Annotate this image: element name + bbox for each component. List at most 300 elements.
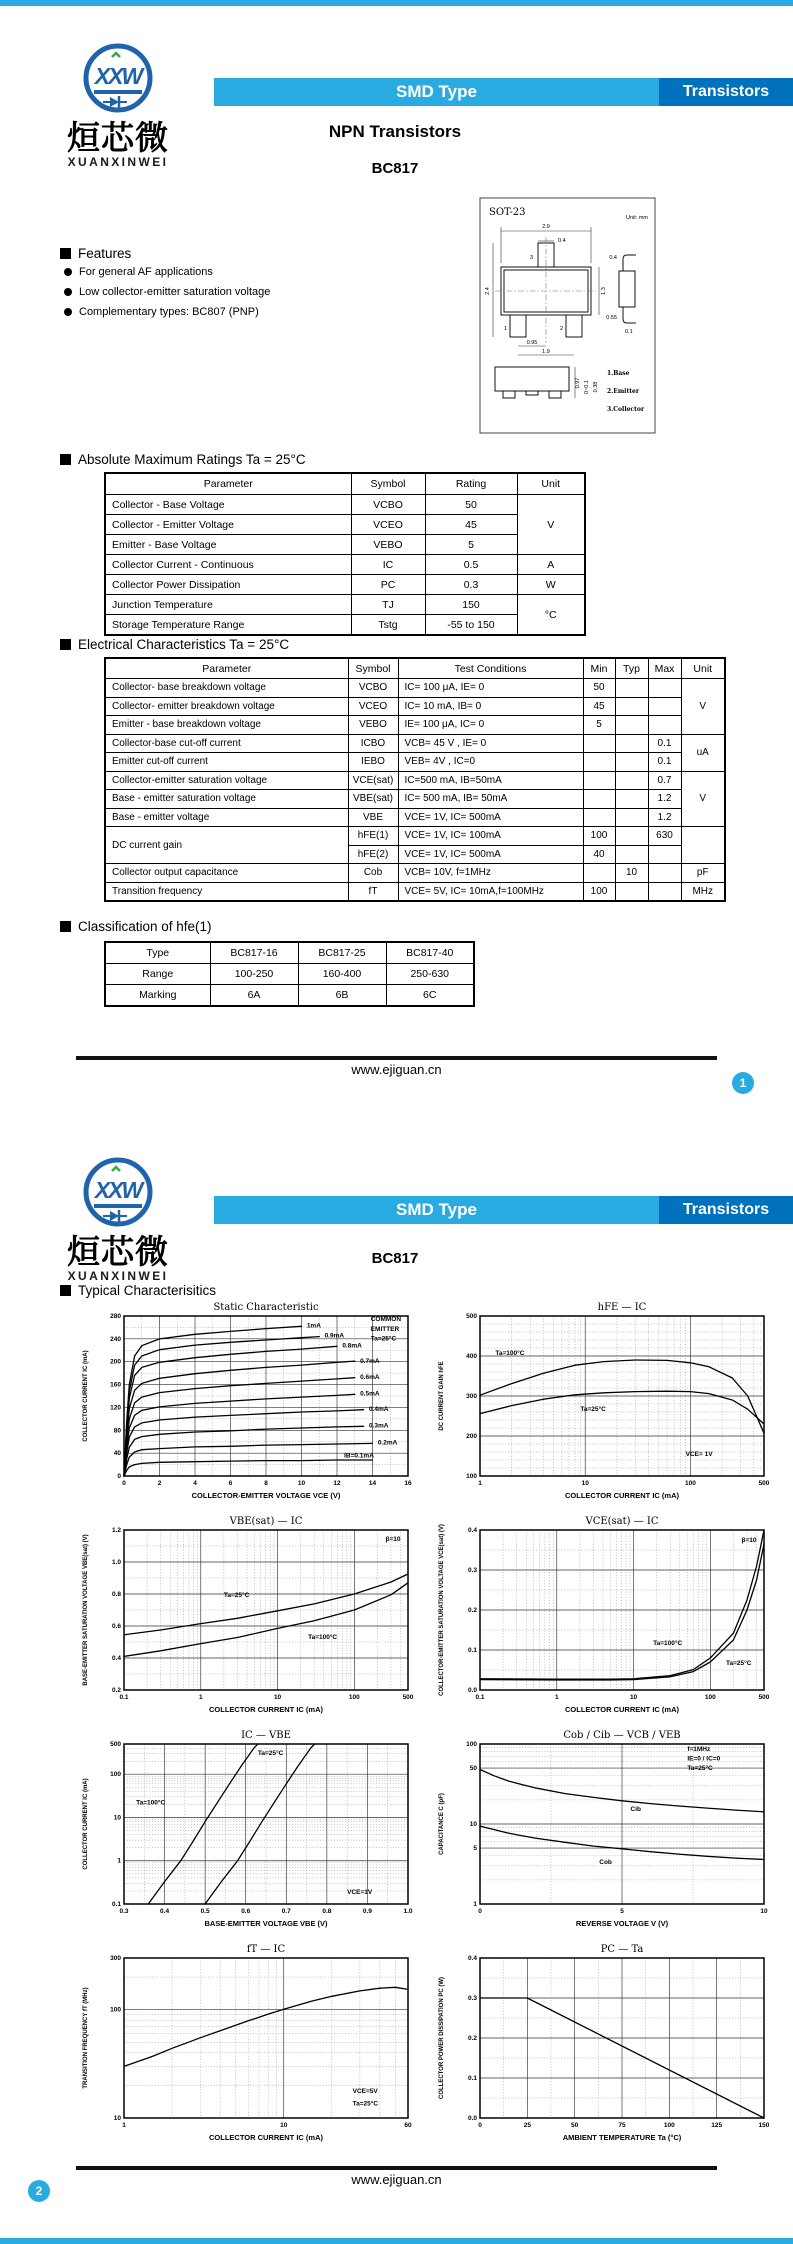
cell (615, 827, 648, 846)
chart-pc-vs-ta (434, 1942, 778, 2148)
cell: Range (105, 964, 210, 985)
svg-text:EMITTER: EMITTER (370, 1325, 400, 1333)
column-header: Max (648, 658, 681, 679)
svg-text:VCE=5V: VCE=5V (352, 2088, 378, 2096)
cell (648, 697, 681, 716)
band-smd-type: SMD Type (214, 78, 659, 106)
cell: 45 (425, 515, 517, 535)
cell (615, 716, 648, 735)
svg-text:500: 500 (758, 1694, 770, 1701)
header-band (214, 1196, 793, 1224)
svg-text:1: 1 (478, 1480, 482, 1487)
svg-text:0: 0 (122, 1480, 126, 1487)
cell (615, 679, 648, 698)
cell: VCBO (348, 679, 398, 698)
svg-text:0.4: 0.4 (467, 1527, 477, 1534)
cell: 0.7 (648, 771, 681, 790)
svg-text:0.5: 0.5 (200, 1908, 210, 1915)
svg-text:0.8mA: 0.8mA (342, 1342, 362, 1350)
band-smd-type: SMD Type (214, 1196, 659, 1224)
svg-text:Cib: Cib (630, 1806, 642, 1814)
dim-label: 0.97 (575, 377, 581, 389)
cell: Collector - Emitter Voltage (105, 515, 351, 535)
svg-text:100: 100 (663, 2122, 675, 2129)
cell: Collector- emitter breakdown voltage (105, 697, 348, 716)
svg-text:Ta=100°C: Ta=100°C (308, 1633, 338, 1641)
site-url: www.ejiguan.cn (351, 1062, 442, 1077)
svg-text:1: 1 (122, 2122, 126, 2129)
chart-vcesat-vs-ic (434, 1514, 778, 1720)
table-row (105, 615, 585, 636)
cell: VCE= 1V, IC= 500mA (398, 808, 583, 827)
svg-text:0.8: 0.8 (111, 1591, 121, 1598)
table-row (105, 827, 725, 846)
typical-characteristics-heading (60, 1283, 216, 1298)
table-row (105, 734, 725, 753)
cell (648, 882, 681, 901)
abs-ratings-heading-label: Absolute Maximum Ratings Ta = 25°C (78, 452, 306, 467)
svg-text:8: 8 (264, 1480, 268, 1487)
part-number: BC817 (371, 1250, 419, 1267)
cell (583, 864, 615, 883)
svg-text:60: 60 (404, 2122, 412, 2129)
svg-text:200: 200 (466, 1433, 477, 1440)
column-header: Min (583, 658, 615, 679)
cell: 0.5 (425, 555, 517, 575)
svg-text:10: 10 (113, 1814, 121, 1822)
svg-text:6: 6 (228, 1480, 233, 1487)
svg-text:0.7mA: 0.7mA (360, 1357, 380, 1365)
logo-monogram: XXW (94, 63, 142, 89)
table-row (105, 753, 725, 772)
page-border-bottom (0, 2238, 793, 2244)
svg-text:25: 25 (523, 2122, 531, 2129)
cell: 5 (583, 716, 615, 735)
cell: 6C (386, 985, 474, 1007)
svg-text:COLLECTOR CURRENT IC (mA): COLLECTOR CURRENT IC (mA) (83, 1350, 89, 1442)
package-unit: Unit: mm (626, 215, 648, 221)
chart-canvas (78, 1300, 422, 1506)
chart-canvas (434, 1728, 778, 1934)
cell (615, 882, 648, 901)
cell: W (517, 575, 585, 595)
svg-text:280: 280 (110, 1313, 121, 1320)
svg-text:1: 1 (554, 1694, 559, 1701)
cell: Base - emitter voltage (105, 808, 348, 827)
svg-text:hFE — IC: hFE — IC (597, 1302, 647, 1313)
cell (648, 864, 681, 883)
column-header: Rating (425, 473, 517, 495)
cell (615, 753, 648, 772)
cell: Storage Temperature Range (105, 615, 351, 636)
cell: 0.3 (425, 575, 517, 595)
cell: uA (681, 734, 725, 771)
classification-heading (60, 919, 212, 934)
cell: 1.2 (648, 790, 681, 809)
cell: VCEO (348, 697, 398, 716)
cell: 100 (583, 827, 615, 846)
svg-text:REVERSE VOLTAGE V (V): REVERSE VOLTAGE V (V) (575, 1919, 669, 1928)
pin-number: 1 (503, 326, 507, 332)
bullet-icon (64, 268, 72, 276)
company-logo (54, 42, 182, 169)
svg-text:1: 1 (198, 1694, 203, 1701)
dim-label: 0.38 (593, 381, 599, 393)
svg-text:IB=0.1mA: IB=0.1mA (344, 1452, 374, 1460)
svg-text:4: 4 (193, 1480, 197, 1487)
svg-text:0.0: 0.0 (467, 2115, 477, 2122)
chart-capacitance-vs-voltage (434, 1728, 778, 1934)
svg-text:10: 10 (760, 1908, 768, 1915)
company-name-en: XUANXINWEI (67, 1269, 169, 1284)
company-name-cn: 烜芯微 (67, 1232, 169, 1271)
band-transistors: Transistors (659, 78, 793, 106)
cell (615, 771, 648, 790)
svg-text:80: 80 (113, 1427, 121, 1435)
table-row (105, 942, 474, 964)
svg-text:COLLECTOR CURRENT IC (mA): COLLECTOR CURRENT IC (mA) (83, 1778, 89, 1870)
chart-canvas (78, 1728, 422, 1934)
svg-text:120: 120 (110, 1404, 121, 1412)
dim-label: 1.9 (542, 349, 550, 355)
cell: hFE(1) (348, 827, 398, 846)
svg-text:100: 100 (466, 1741, 477, 1748)
cell: -55 to 150 (425, 615, 517, 636)
cell: Collector- base breakdown voltage (105, 679, 348, 698)
svg-text:Cob: Cob (599, 1859, 612, 1867)
svg-text:Ta=25°C: Ta=25°C (352, 2100, 379, 2108)
svg-text:10: 10 (469, 1821, 477, 1828)
svg-text:10: 10 (297, 1480, 306, 1487)
svg-text:BASE-EMITTER SATURATION VOLTAG: BASE-EMITTER SATURATION VOLTAGE VBE(sat) (V) (83, 1534, 89, 1686)
pin-number: 2 (559, 326, 563, 332)
svg-text:1.2: 1.2 (111, 1527, 121, 1534)
svg-text:160: 160 (110, 1381, 121, 1389)
features-heading (60, 246, 131, 261)
svg-text:COLLECTOR POWER DISSIPATION P: COLLECTOR POWER DISSIPATION PC (W) (439, 1977, 445, 2099)
feature-text: Low collector-emitter saturation voltage (79, 286, 271, 298)
cell (615, 734, 648, 753)
page-border-top (0, 0, 793, 6)
abs-ratings-heading (60, 452, 306, 467)
svg-text:0.6mA: 0.6mA (360, 1373, 380, 1381)
table-row (105, 864, 725, 883)
cell: VCB= 10V, f=1MHz (398, 864, 583, 883)
pin-number: 3 (529, 255, 533, 261)
table-row (105, 771, 725, 790)
section-marker-icon (60, 921, 71, 932)
chart-canvas (434, 1300, 778, 1506)
column-header: Parameter (105, 473, 351, 495)
cell: Marking (105, 985, 210, 1007)
cell: VCB= 45 V , IE= 0 (398, 734, 583, 753)
table-row (105, 964, 474, 985)
cell: 0.1 (648, 753, 681, 772)
cell (648, 845, 681, 864)
svg-text:0.1: 0.1 (467, 2075, 477, 2082)
svg-text:Cob / Cib — VCB / VEB: Cob / Cib — VCB / VEB (563, 1730, 681, 1741)
svg-text:50: 50 (571, 2122, 579, 2129)
abs-ratings-table-host (104, 472, 586, 636)
svg-text:COMMON: COMMON (370, 1316, 402, 1324)
cell: 50 (583, 679, 615, 698)
cell: Emitter cut-off current (105, 753, 348, 772)
cell (583, 753, 615, 772)
svg-text:β=10: β=10 (741, 1537, 757, 1544)
bullet-icon (64, 288, 72, 296)
svg-text:300: 300 (110, 1955, 121, 1962)
elec-characteristics-heading-label: Electrical Characteristics Ta = 25°C (78, 637, 290, 652)
table-row (105, 495, 585, 515)
cell: 50 (425, 495, 517, 515)
section-marker-icon (60, 1285, 71, 1296)
cell: VEB= 4V , IC=0 (398, 753, 583, 772)
pin-legend: 2.Emitter (607, 388, 639, 395)
cell: V (517, 495, 585, 555)
feature-item (64, 306, 259, 318)
svg-text:Ta=25°C: Ta=25°C (257, 1749, 284, 1757)
features-heading-label: Features (78, 246, 132, 261)
svg-text:0.9mA: 0.9mA (324, 1332, 345, 1340)
classification-heading-label: Classification of hfe(1) (78, 919, 212, 934)
cell: V (681, 679, 725, 735)
pin-legend: 3.Collector (607, 406, 645, 413)
table-row (105, 595, 585, 615)
cell: fT (348, 882, 398, 901)
cell: °C (517, 595, 585, 636)
dim-label: 1.3 (601, 287, 607, 295)
svg-text:VBE(sat) — IC: VBE(sat) — IC (229, 1516, 303, 1527)
cell: V (681, 771, 725, 827)
charts-grid (78, 1300, 786, 2148)
doc-subtitle: NPN Transistors (328, 122, 462, 141)
chart-ic-vs-vbe (78, 1728, 422, 1934)
svg-text:300: 300 (466, 1393, 477, 1400)
svg-text:COLLECTOR CURRENT IC (mA): COLLECTOR CURRENT IC (mA) (208, 2133, 324, 2142)
cell: 0.1 (648, 734, 681, 753)
abs-ratings-table (104, 472, 586, 636)
svg-text:0.4: 0.4 (111, 1655, 121, 1662)
chart-static-characteristic (78, 1300, 422, 1506)
elec-characteristics-table-host (104, 657, 726, 902)
svg-text:1.0: 1.0 (111, 1559, 121, 1566)
cell: VCE(sat) (348, 771, 398, 790)
cell: VCBO (351, 495, 425, 515)
feature-text: For general AF applications (79, 266, 213, 278)
cell: IEBO (348, 753, 398, 772)
dim-label: 0.55 (606, 315, 617, 321)
cell: Collector-base cut-off current (105, 734, 348, 753)
cell: TJ (351, 595, 425, 615)
dim-label: 0.95 (526, 340, 538, 346)
column-header: Test Conditions (398, 658, 583, 679)
cell: MHz (681, 882, 725, 901)
svg-text:COLLECTOR-EMITTER VOLTAGE VC: COLLECTOR-EMITTER VOLTAGE VCE (V) (191, 1491, 341, 1500)
svg-text:BASE-EMITTER VOLTAGE VBE (V): BASE-EMITTER VOLTAGE VBE (V) (204, 1919, 328, 1928)
company-logo-icon (81, 42, 155, 116)
footer-rule (76, 2166, 717, 2170)
svg-text:0.5mA: 0.5mA (360, 1390, 380, 1398)
cell: BC817-16 (210, 942, 298, 964)
svg-text:0.6: 0.6 (111, 1623, 121, 1630)
table-row (105, 697, 725, 716)
cell: 45 (583, 697, 615, 716)
svg-text:β=10: β=10 (385, 1536, 401, 1544)
dim-label: 0.1 (625, 329, 633, 335)
cell: Type (105, 942, 210, 964)
cell: VCE= 1V, IC= 100mA (398, 827, 583, 846)
dim-label: 2.4 (485, 287, 491, 295)
cell: BC817-25 (298, 942, 386, 964)
svg-text:TRANSITION FREQUENCY fT (MH: TRANSITION FREQUENCY fT (MHz) (83, 1987, 89, 2089)
table-row (105, 882, 725, 901)
svg-text:5: 5 (620, 1908, 624, 1915)
dim-label: 0.4 (609, 255, 617, 261)
table-row (105, 515, 585, 535)
logo-monogram: XXW (94, 1177, 142, 1203)
svg-text:0.7: 0.7 (281, 1908, 291, 1915)
cell: 40 (583, 845, 615, 864)
cell: 150 (425, 595, 517, 615)
column-header: Symbol (348, 658, 398, 679)
svg-text:0.3mA: 0.3mA (368, 1422, 389, 1430)
cell: VBE(sat) (348, 790, 398, 809)
svg-text:Ta=100°C: Ta=100°C (136, 1799, 166, 1807)
cell: ICBO (348, 734, 398, 753)
cell: 5 (425, 535, 517, 555)
cell (583, 808, 615, 827)
svg-text:500: 500 (758, 1480, 770, 1487)
cell: VCEO (351, 515, 425, 535)
cell: Base - emitter saturation voltage (105, 790, 348, 809)
svg-text:500: 500 (110, 1741, 121, 1748)
cell: hFE(2) (348, 845, 398, 864)
svg-text:0.3: 0.3 (467, 1995, 477, 2002)
pin-legend: 1.Base (607, 370, 630, 377)
column-header: Unit (517, 473, 585, 495)
svg-text:0.1: 0.1 (119, 1694, 129, 1701)
table-row (105, 808, 725, 827)
svg-text:200: 200 (110, 1358, 121, 1366)
cell: Junction Temperature (105, 595, 351, 615)
svg-text:COLLECTOR CURRENT IC (mA): COLLECTOR CURRENT IC (mA) (564, 1491, 680, 1500)
svg-text:0.2mA: 0.2mA (377, 1439, 398, 1447)
table-row (105, 555, 585, 575)
site-url: www.ejiguan.cn (351, 2172, 442, 2187)
feature-text: Complementary types: BC807 (PNP) (79, 306, 259, 318)
chart-canvas (78, 1942, 422, 2148)
cell: IE= 100 μA, IC= 0 (398, 716, 583, 735)
cell: 1.2 (648, 808, 681, 827)
svg-text:10: 10 (273, 1694, 282, 1701)
cell: 160-400 (298, 964, 386, 985)
svg-text:150: 150 (758, 2122, 770, 2129)
cell: pF (681, 864, 725, 883)
svg-text:500: 500 (402, 1694, 414, 1701)
cell (583, 771, 615, 790)
svg-text:Static Characteristic: Static Characteristic (213, 1302, 319, 1313)
svg-text:0: 0 (117, 1473, 121, 1480)
cell (615, 697, 648, 716)
svg-text:CAPACITANCE C (pF): CAPACITANCE C (pF) (439, 1793, 445, 1855)
svg-text:5: 5 (473, 1845, 477, 1853)
svg-text:16: 16 (404, 1480, 412, 1487)
svg-text:f=1MHz: f=1MHz (687, 1745, 711, 1753)
svg-text:Ta=25°C: Ta=25°C (580, 1406, 606, 1414)
table-row (105, 575, 585, 595)
svg-text:Ta=100°C: Ta=100°C (653, 1640, 683, 1648)
cell: VEBO (348, 716, 398, 735)
cell: IC= 500 mA, IB= 50mA (398, 790, 583, 809)
header-row (105, 473, 585, 495)
cell: DC current gain (105, 827, 348, 864)
cell: A (517, 555, 585, 575)
column-header: Unit (681, 658, 725, 679)
chart-canvas (78, 1514, 422, 1720)
svg-text:0.9: 0.9 (362, 1908, 372, 1915)
table-row (105, 985, 474, 1007)
svg-text:0.4: 0.4 (160, 1908, 170, 1915)
cell: IC (351, 555, 425, 575)
svg-text:100: 100 (348, 1694, 360, 1701)
typical-characteristics-heading-label: Typical Characterisitics (78, 1283, 217, 1298)
classification-table-host (104, 941, 475, 1007)
column-header: Symbol (351, 473, 425, 495)
cell: VBE (348, 808, 398, 827)
svg-text:0.1: 0.1 (111, 1901, 121, 1908)
chart-hfe-vs-ic (434, 1300, 778, 1506)
cell: Emitter - Base Voltage (105, 535, 351, 555)
company-name-en: XUANXINWEI (67, 155, 169, 170)
section-marker-icon (60, 639, 71, 650)
svg-text:1mA: 1mA (306, 1322, 321, 1330)
svg-text:50: 50 (469, 1765, 477, 1773)
part-number: BC817 (371, 160, 419, 177)
chart-vbesat-vs-ic (78, 1514, 422, 1720)
svg-text:10: 10 (280, 2122, 288, 2129)
elec-characteristics-table (104, 657, 726, 902)
table-row (105, 716, 725, 735)
svg-text:PC — Ta: PC — Ta (600, 1944, 644, 1955)
cell: 100-250 (210, 964, 298, 985)
svg-text:100: 100 (704, 1694, 716, 1701)
page-number-badge: 2 (28, 2180, 50, 2202)
cell: IC= 100 μA, IE= 0 (398, 679, 583, 698)
svg-text:240: 240 (110, 1335, 121, 1343)
svg-text:Ta=25°C: Ta=25°C (370, 1335, 397, 1343)
package-name: SOT-23 (489, 207, 526, 218)
cell (648, 679, 681, 698)
svg-text:0: 0 (478, 1908, 482, 1915)
cell: Collector Power Dissipation (105, 575, 351, 595)
svg-text:0.1: 0.1 (467, 1647, 477, 1654)
svg-text:IC — VBE: IC — VBE (241, 1730, 291, 1741)
svg-text:1: 1 (117, 1857, 121, 1865)
cell: 6A (210, 985, 298, 1007)
package-drawing (479, 197, 656, 434)
page-number-badge: 1 (732, 1072, 754, 1094)
svg-text:75: 75 (618, 2122, 626, 2129)
svg-text:2: 2 (157, 1480, 162, 1487)
cell: BC817-40 (386, 942, 474, 964)
svg-text:100: 100 (466, 1473, 477, 1480)
svg-text:0.0: 0.0 (467, 1687, 477, 1694)
svg-text:Ta=25°C: Ta=25°C (687, 1765, 713, 1773)
svg-text:VCE(sat) — IC: VCE(sat) — IC (585, 1516, 659, 1527)
cell: VCE= 5V, IC= 10mA,f=100MHz (398, 882, 583, 901)
svg-text:VCE=1V: VCE=1V (347, 1889, 373, 1897)
svg-text:400: 400 (466, 1353, 477, 1360)
